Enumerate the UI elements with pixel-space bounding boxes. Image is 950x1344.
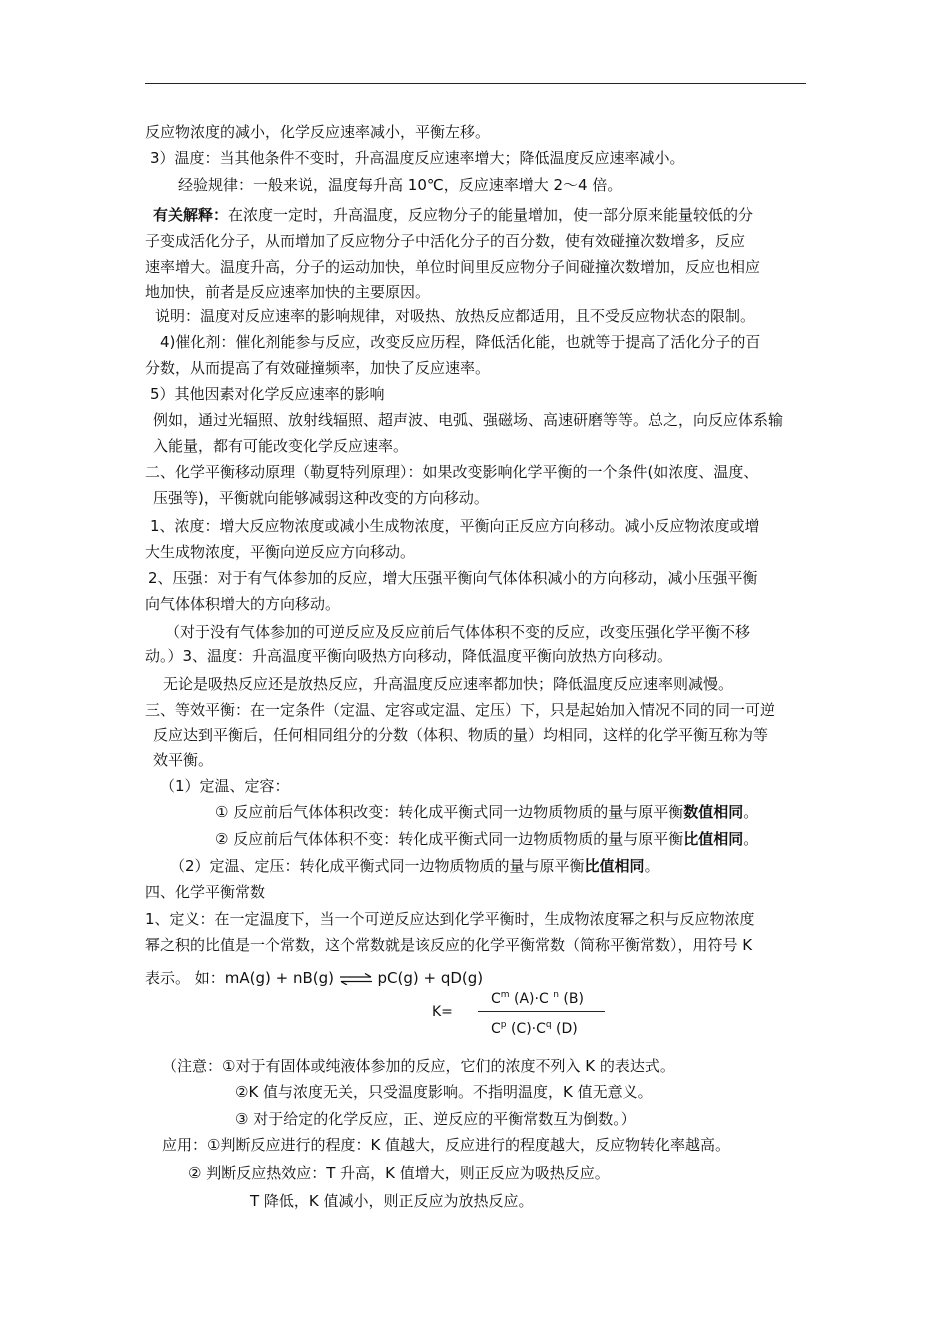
text-line-10: 分数，从而提高了有效碰撞频率，加快了反应速率。 <box>145 359 491 377</box>
text-line-6: 速率增大。温度升高，分子的运动加快，单位时间里反应物分子间碰撞次数增加，反应也相应 <box>145 258 761 276</box>
text-line-27: ① 反应前后气体体积改变：转化成平衡式同一边物质物质的量与原平衡数值相同。 <box>215 803 759 821</box>
note-line-1: （注意：①对于有固体或纯液体参加的反应，它们的浓度不列入 K 的表达式。 <box>162 1057 675 1075</box>
note-line-3: ③ 对于给定的化学反应，正、逆反应的平衡常数互为倒数。） <box>235 1110 636 1128</box>
text-line-28: ② 反应前后气体体积不变：转化成平衡式同一边物质物质的量与原平衡比值相同。 <box>215 830 759 848</box>
text-line-9: 4)催化剂：催化剂能参与反应，改变反应历程，降低活化能，也就等于提高了活化分子的百 <box>160 333 761 351</box>
text-line-1: 反应物浓度的减小，化学反应速率减小，平衡左移。 <box>145 123 491 141</box>
text-line-8: 说明：温度对反应速率的影响规律，对吸热、放热反应都适用，且不受反应物状态的限制。 <box>155 307 756 325</box>
text-line-4: 有关解释：在浓度一定时，升高温度，反应物分子的能量增加，使一部分原来能量较低的分 <box>153 206 754 224</box>
text-line-2: 3）温度：当其他条件不变时，升高温度反应速率增大；降低温度反应速率减小。 <box>150 149 685 167</box>
emphasis-value-same: 数值相同 <box>683 803 744 821</box>
text-line-17: 大生成物浓度，平衡向逆反应方向移动。 <box>145 543 416 561</box>
fraction-bar <box>478 1011 605 1012</box>
text-line-7: 地加快，前者是反应速率加快的主要原因。 <box>145 283 431 301</box>
text-line-31: 幂之积的比值是一个常数，这个常数就是该反应的化学平衡常数（简称平衡常数），用符号 K <box>145 936 753 954</box>
term-explanation: 有关解释： <box>153 206 229 224</box>
text-line-25: 效平衡。 <box>153 751 214 769</box>
text-line-26: （1）定温、定容： <box>160 777 290 795</box>
application-line-2: ② 判断反应热效应：T 升高，K 值增大，则正反应为吸热反应。 <box>188 1164 610 1182</box>
reaction-equation: 表示。 如：mA(g) + nB(g) pC(g) + qD(g) <box>145 969 484 987</box>
emphasis-ratio-same-1: 比值相同 <box>683 830 744 848</box>
text-line-18: 2、压强：对于有气体参加的反应，增大压强平衡向气体体积减小的方向移动，减小压强平衡 <box>148 569 758 587</box>
header-rule <box>145 83 806 84</box>
text-line-12: 例如，通过光辐照、放射线辐照、超声波、电弧、强磁场、高速研磨等等。总之，向反应体系输 <box>153 411 784 429</box>
text-line-23: 三、等效平衡：在一定条件（定温、定容或定温、定压）下，只是起始加入情况不同的同一可逆 <box>145 701 776 719</box>
text-line-21: 动。）3、温度：升高温度平衡向吸热方向移动，降低温度平衡向放热方向移动。 <box>145 647 673 665</box>
text-line-16: 1、浓度：增大反应物浓度或减小生成物浓度，平衡向正反应方向移动。减小反应物浓度或增 <box>150 517 760 535</box>
section-heading-4: 四、化学平衡常数 <box>145 883 266 901</box>
text-line-11: 5）其他因素对化学反应速率的影响 <box>150 385 385 403</box>
text-line-13: 入能量，都有可能改变化学反应速率。 <box>153 437 409 455</box>
text-line-19: 向气体体积增大的方向移动。 <box>145 595 341 613</box>
text-line-14: 二、化学平衡移动原理（勒夏特列原理）：如果改变影响化学平衡的一个条件(如浓度、温度、 <box>145 463 759 481</box>
equilibrium-arrow-icon <box>339 973 373 985</box>
text-line-5: 子变成活化分子，从而增加了反应物分子中活化分子的百分数，使有效碰撞次数增多，反应 <box>145 232 746 250</box>
emphasis-ratio-same-2: 比值相同 <box>584 857 645 875</box>
text-line-15: 压强等)，平衡就向能够减弱这种改变的方向移动。 <box>153 489 489 507</box>
application-line-1: 应用：①判断反应进行的程度：K 值越大，反应进行的程度越大，反应物转化率越高。 <box>162 1136 731 1154</box>
text-line-29: （2）定温、定压：转化成平衡式同一边物质物质的量与原平衡比值相同。 <box>170 857 660 875</box>
k-label: K= <box>432 1004 453 1020</box>
note-line-2: ②K 值与浓度无关，只受温度影响。不指明温度，K 值无意义。 <box>235 1083 653 1101</box>
text-line-3: 经验规律：一般来说，温度每升高 10℃，反应速率增大 2～4 倍。 <box>178 176 623 194</box>
k-denominator: $C^p$ $(C)\cdot C^q$ (D) <box>491 1020 578 1037</box>
k-numerator: $C^m$ (A)·C $^n$ (B) <box>491 990 584 1007</box>
application-line-3: T 降低，K 值减小，则正反应为放热反应。 <box>250 1192 534 1210</box>
text-line-24: 反应达到平衡后，任何相同组分的分数（体积、物质的量）均相同，这样的化学平衡互称为等 <box>153 726 769 744</box>
text-line-22: 无论是吸热反应还是放热反应，升高温度反应速率都加快；降低温度反应速率则减慢。 <box>163 675 734 693</box>
text-line-20: （对于没有气体参加的可逆反应及反应前后气体体积不变的反应，改变压强化学平衡不移 <box>165 623 751 641</box>
text-line-30: 1、定义：在一定温度下，当一个可逆反应达到化学平衡时，生成物浓度幂之积与反应物浓度 <box>145 910 755 928</box>
